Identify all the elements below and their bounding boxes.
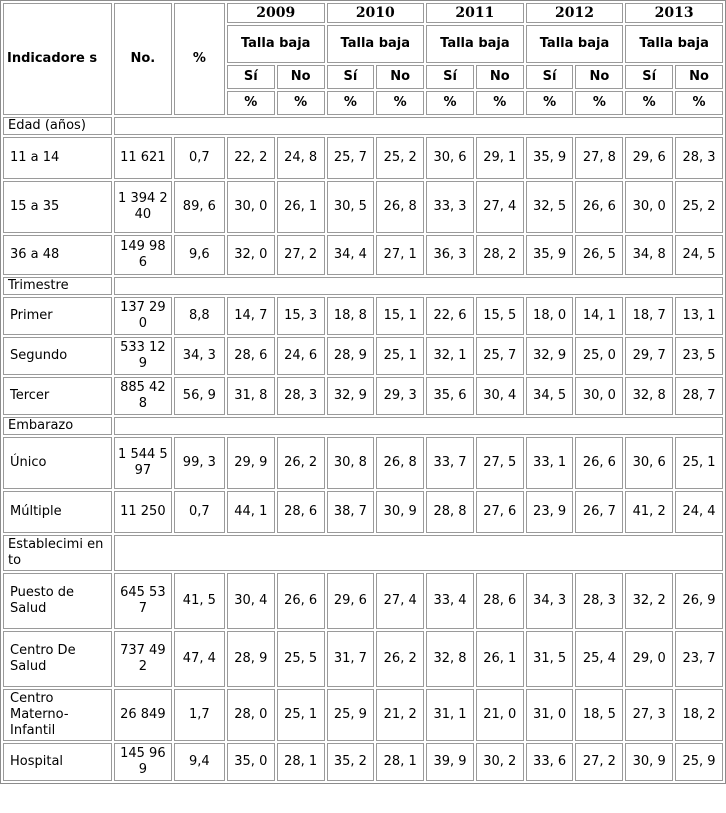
row-pct: 89, 6	[174, 181, 225, 233]
value-no: 28, 3	[575, 573, 623, 629]
row-no: 11 250	[114, 491, 172, 533]
value-si: 30, 0	[625, 181, 673, 233]
row-pct: 1,7	[174, 689, 225, 741]
value-no: 26, 8	[376, 181, 424, 233]
header-talla-2011: Talla baja	[426, 25, 524, 63]
header-year-2012: 2012	[526, 3, 624, 23]
value-no: 24, 5	[675, 235, 723, 275]
value-no: 24, 8	[277, 137, 325, 179]
value-no: 27, 4	[376, 573, 424, 629]
value-no: 23, 7	[675, 631, 723, 687]
value-no: 27, 4	[476, 181, 524, 233]
row-pct: 99, 3	[174, 437, 225, 489]
value-si: 30, 0	[227, 181, 275, 233]
row-no: 137 290	[114, 297, 172, 335]
value-si: 32, 0	[227, 235, 275, 275]
table-row	[3, 491, 723, 533]
value-si: 30, 8	[327, 437, 375, 489]
header-talla-2013: Talla baja	[625, 25, 723, 63]
value-si: 18, 7	[625, 297, 673, 335]
row-label: Único	[3, 437, 112, 489]
table-row	[3, 573, 723, 629]
value-no: 15, 1	[376, 297, 424, 335]
value-no: 25, 5	[277, 631, 325, 687]
value-si: 33, 6	[526, 743, 574, 781]
value-no: 28, 7	[675, 377, 723, 415]
row-pct: 0,7	[174, 137, 225, 179]
header-si: Sí	[526, 65, 574, 89]
value-si: 23, 9	[526, 491, 574, 533]
value-si: 22, 6	[426, 297, 474, 335]
header-sub-pct: %	[476, 91, 524, 115]
value-no: 27, 6	[476, 491, 524, 533]
value-no: 24, 4	[675, 491, 723, 533]
value-no: 26, 1	[476, 631, 524, 687]
value-si: 29, 6	[625, 137, 673, 179]
value-si: 33, 7	[426, 437, 474, 489]
header-sub-pct: %	[327, 91, 375, 115]
value-si: 35, 0	[227, 743, 275, 781]
value-no: 18, 5	[575, 689, 623, 741]
header-no-col: No	[476, 65, 524, 89]
value-si: 35, 9	[526, 137, 574, 179]
value-si: 32, 1	[426, 337, 474, 375]
header-si: Sí	[227, 65, 275, 89]
value-si: 32, 5	[526, 181, 574, 233]
header-sub-pct: %	[277, 91, 325, 115]
header-talla-2012: Talla baja	[526, 25, 624, 63]
value-no: 26, 1	[277, 181, 325, 233]
table-row	[3, 689, 723, 741]
value-si: 14, 7	[227, 297, 275, 335]
row-no: 145 969	[114, 743, 172, 781]
value-no: 25, 4	[575, 631, 623, 687]
table-row	[3, 181, 723, 233]
section-spacer	[114, 535, 723, 571]
row-no: 1 544 597	[114, 437, 172, 489]
value-no: 15, 5	[476, 297, 524, 335]
value-si: 32, 8	[625, 377, 673, 415]
value-si: 25, 9	[327, 689, 375, 741]
value-si: 28, 9	[327, 337, 375, 375]
value-no: 25, 7	[476, 337, 524, 375]
header-no-col: No	[277, 65, 325, 89]
value-no: 21, 0	[476, 689, 524, 741]
row-label: Múltiple	[3, 491, 112, 533]
header-sub-pct: %	[227, 91, 275, 115]
value-si: 32, 2	[625, 573, 673, 629]
value-no: 28, 3	[277, 377, 325, 415]
section-row	[3, 117, 723, 135]
value-no: 29, 3	[376, 377, 424, 415]
value-si: 31, 7	[327, 631, 375, 687]
value-no: 28, 6	[277, 491, 325, 533]
value-si: 28, 9	[227, 631, 275, 687]
value-no: 26, 6	[575, 181, 623, 233]
value-si: 32, 9	[526, 337, 574, 375]
value-si: 41, 2	[625, 491, 673, 533]
value-si: 33, 3	[426, 181, 474, 233]
row-pct: 9,4	[174, 743, 225, 781]
value-si: 35, 9	[526, 235, 574, 275]
value-si: 34, 3	[526, 573, 574, 629]
table-header	[3, 3, 723, 115]
value-si: 35, 6	[426, 377, 474, 415]
value-si: 36, 3	[426, 235, 474, 275]
header-sub-pct: %	[526, 91, 574, 115]
value-si: 34, 5	[526, 377, 574, 415]
value-no: 28, 3	[675, 137, 723, 179]
value-si: 32, 8	[426, 631, 474, 687]
table-row	[3, 437, 723, 489]
row-pct: 34, 3	[174, 337, 225, 375]
value-no: 26, 6	[575, 437, 623, 489]
value-si: 31, 0	[526, 689, 574, 741]
table-row	[3, 297, 723, 335]
section-title: Establecimi ento	[3, 535, 112, 571]
value-no: 25, 2	[376, 137, 424, 179]
section-row	[3, 277, 723, 295]
value-no: 28, 2	[476, 235, 524, 275]
value-no: 13, 1	[675, 297, 723, 335]
section-row	[3, 535, 723, 571]
section-title: Trimestre	[3, 277, 112, 295]
header-indicadores: Indicadore s	[3, 3, 112, 115]
row-no: 1 394 240	[114, 181, 172, 233]
value-no: 29, 1	[476, 137, 524, 179]
value-si: 28, 8	[426, 491, 474, 533]
value-si: 33, 1	[526, 437, 574, 489]
header-no: No.	[114, 3, 172, 115]
value-si: 39, 9	[426, 743, 474, 781]
value-no: 26, 9	[675, 573, 723, 629]
value-no: 27, 2	[277, 235, 325, 275]
value-si: 31, 8	[227, 377, 275, 415]
row-no: 533 129	[114, 337, 172, 375]
header-talla-2009: Talla baja	[227, 25, 325, 63]
header-year-2011: 2011	[426, 3, 524, 23]
value-no: 27, 1	[376, 235, 424, 275]
table-row	[3, 743, 723, 781]
table-row	[3, 631, 723, 687]
header-si: Sí	[327, 65, 375, 89]
value-no: 25, 1	[277, 689, 325, 741]
row-label: Puesto de Salud	[3, 573, 112, 629]
header-sub-pct: %	[376, 91, 424, 115]
value-no: 24, 6	[277, 337, 325, 375]
value-no: 27, 5	[476, 437, 524, 489]
value-si: 32, 9	[327, 377, 375, 415]
value-si: 33, 4	[426, 573, 474, 629]
row-pct: 41, 5	[174, 573, 225, 629]
header-year-2013: 2013	[625, 3, 723, 23]
value-si: 29, 0	[625, 631, 673, 687]
row-no: 26 849	[114, 689, 172, 741]
row-label: Segundo	[3, 337, 112, 375]
header-pct: %	[174, 3, 225, 115]
section-spacer	[114, 277, 723, 295]
row-pct: 9,6	[174, 235, 225, 275]
row-no: 737 492	[114, 631, 172, 687]
value-no: 27, 2	[575, 743, 623, 781]
value-no: 15, 3	[277, 297, 325, 335]
header-year-2010: 2010	[327, 3, 425, 23]
row-no: 885 428	[114, 377, 172, 415]
value-si: 25, 7	[327, 137, 375, 179]
row-pct: 56, 9	[174, 377, 225, 415]
value-si: 30, 4	[227, 573, 275, 629]
value-no: 25, 2	[675, 181, 723, 233]
header-no-col: No	[675, 65, 723, 89]
value-si: 27, 3	[625, 689, 673, 741]
header-sub-pct: %	[625, 91, 673, 115]
row-label: Primer	[3, 297, 112, 335]
header-talla-2010: Talla baja	[327, 25, 425, 63]
value-si: 31, 5	[526, 631, 574, 687]
value-no: 25, 0	[575, 337, 623, 375]
value-no: 28, 6	[476, 573, 524, 629]
value-no: 18, 2	[675, 689, 723, 741]
value-no: 26, 5	[575, 235, 623, 275]
value-no: 23, 5	[675, 337, 723, 375]
header-sub-pct: %	[575, 91, 623, 115]
value-no: 30, 9	[376, 491, 424, 533]
header-sub-pct: %	[426, 91, 474, 115]
table-body	[3, 117, 723, 781]
section-title: Edad (años)	[3, 117, 112, 135]
row-pct: 8,8	[174, 297, 225, 335]
table-row	[3, 377, 723, 415]
value-no: 26, 2	[277, 437, 325, 489]
header-no-col: No	[376, 65, 424, 89]
value-si: 28, 6	[227, 337, 275, 375]
value-no: 28, 1	[376, 743, 424, 781]
row-label: 11 a 14	[3, 137, 112, 179]
value-si: 34, 8	[625, 235, 673, 275]
value-si: 29, 6	[327, 573, 375, 629]
value-si: 22, 2	[227, 137, 275, 179]
row-no: 149 986	[114, 235, 172, 275]
row-label: Centro Materno-Infantil	[3, 689, 112, 741]
value-no: 25, 1	[675, 437, 723, 489]
value-no: 30, 0	[575, 377, 623, 415]
row-label: Centro De Salud	[3, 631, 112, 687]
value-no: 25, 1	[376, 337, 424, 375]
value-si: 18, 0	[526, 297, 574, 335]
section-title: Embarazo	[3, 417, 112, 435]
row-label: Hospital	[3, 743, 112, 781]
value-no: 30, 2	[476, 743, 524, 781]
value-no: 26, 7	[575, 491, 623, 533]
value-si: 30, 5	[327, 181, 375, 233]
value-si: 30, 9	[625, 743, 673, 781]
header-no-col: No	[575, 65, 623, 89]
value-si: 29, 9	[227, 437, 275, 489]
header-si: Sí	[426, 65, 474, 89]
value-si: 30, 6	[625, 437, 673, 489]
table-row	[3, 137, 723, 179]
header-si: Sí	[625, 65, 673, 89]
value-no: 26, 6	[277, 573, 325, 629]
value-no: 27, 8	[575, 137, 623, 179]
table-row	[3, 337, 723, 375]
value-si: 28, 0	[227, 689, 275, 741]
row-no: 11 621	[114, 137, 172, 179]
value-no: 28, 1	[277, 743, 325, 781]
value-si: 34, 4	[327, 235, 375, 275]
value-no: 14, 1	[575, 297, 623, 335]
section-spacer	[114, 417, 723, 435]
row-label: 15 a 35	[3, 181, 112, 233]
row-label: 36 a 48	[3, 235, 112, 275]
value-no: 26, 2	[376, 631, 424, 687]
row-pct: 0,7	[174, 491, 225, 533]
value-no: 30, 4	[476, 377, 524, 415]
header-sub-pct: %	[675, 91, 723, 115]
value-si: 38, 7	[327, 491, 375, 533]
value-si: 30, 6	[426, 137, 474, 179]
value-no: 21, 2	[376, 689, 424, 741]
section-spacer	[114, 117, 723, 135]
table-row	[3, 235, 723, 275]
value-no: 26, 8	[376, 437, 424, 489]
row-pct: 47, 4	[174, 631, 225, 687]
value-no: 25, 9	[675, 743, 723, 781]
header-year-2009: 2009	[227, 3, 325, 23]
row-no: 645 537	[114, 573, 172, 629]
section-row	[3, 417, 723, 435]
value-si: 44, 1	[227, 491, 275, 533]
value-si: 35, 2	[327, 743, 375, 781]
value-si: 31, 1	[426, 689, 474, 741]
value-si: 18, 8	[327, 297, 375, 335]
value-si: 29, 7	[625, 337, 673, 375]
row-label: Tercer	[3, 377, 112, 415]
